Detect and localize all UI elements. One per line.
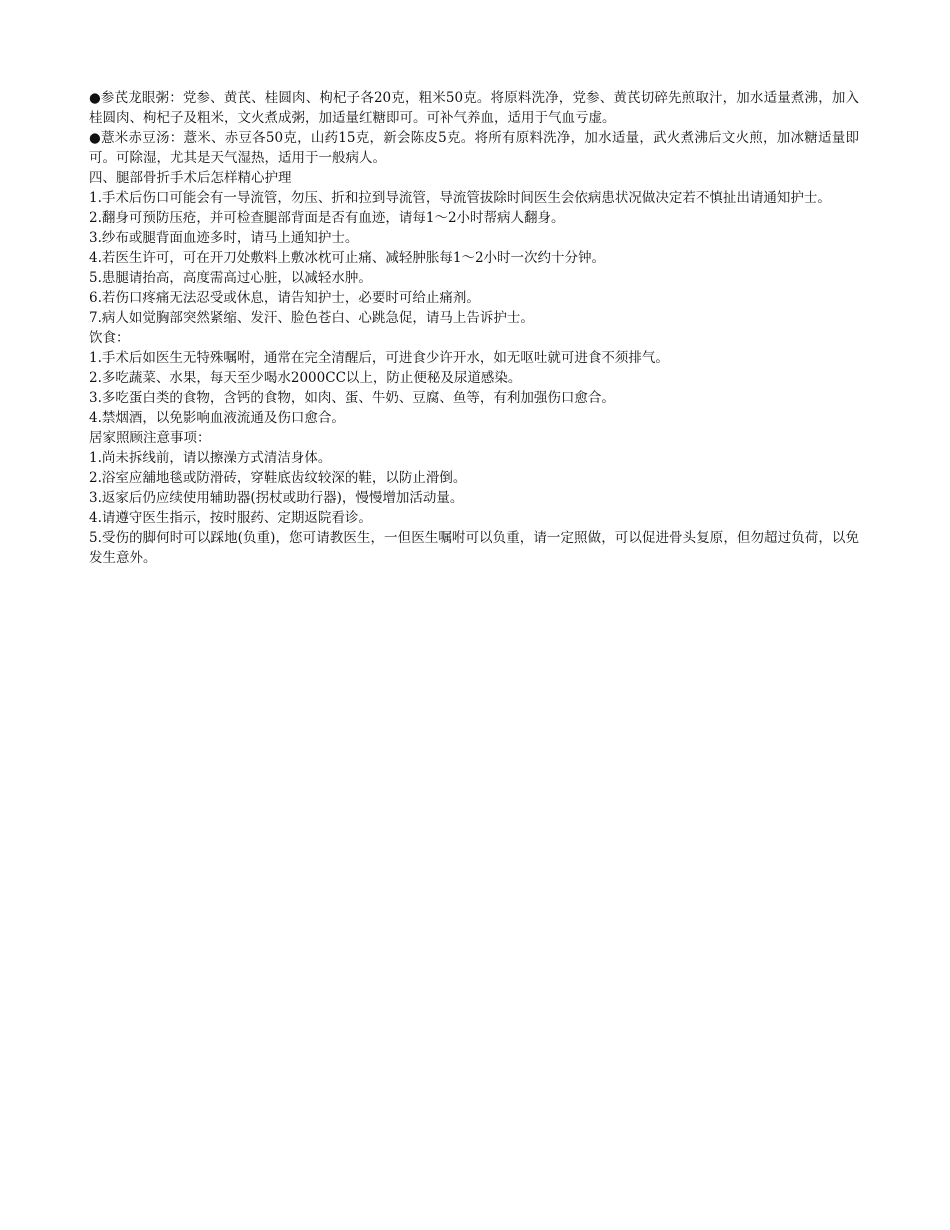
home-care-item-4: 4.请遵守医生指示，按时服药、定期返院看诊。 [89, 510, 372, 526]
care-item-1: 1.手术后伤口可能会有一导流管，勿压、折和拉到导流管，导流管拔除时间医生会依病患状况做决定若不慎扯出请通知护士。 [89, 190, 831, 206]
care-item-4: 4.若医生许可，可在开刀处敷料上敷冰枕可止痛、减轻肿胀每1～2小时一次约十分钟。 [89, 250, 606, 266]
care-item-7: 7.病人如觉胸部突然紧缩、发汗、脸色苍白、心跳急促，请马上告诉护士。 [89, 310, 534, 326]
home-care-item-1: 1.尚未拆线前，请以擦澡方式清洁身体。 [89, 450, 332, 466]
diet-item-4: 4.禁烟酒，以免影响血液流通及伤口愈合。 [89, 410, 345, 426]
section-heading-leg-fracture-care: 四、腿部骨折手术后怎样精心护理 [89, 170, 292, 186]
home-care-item-5: 5.受伤的脚何时可以踩地(负重)，您可请教医生，一但医生嘱咐可以负重，请一定照做，可以促进骨头复原，但勿超过负荷，以免发生意外。 [89, 530, 859, 566]
care-item-5: 5.患腿请抬高，高度需高过心脏，以减轻水肿。 [89, 270, 372, 286]
diet-item-3: 3.多吃蛋白类的食物，含钙的食物，如肉、蛋、牛奶、豆腐、鱼等，有利加强伤口愈合。 [89, 390, 615, 406]
home-care-item-2: 2.浴室应舖地毯或防滑砖，穿鞋底齿纹较深的鞋，以防止滑倒。 [89, 470, 467, 486]
diet-item-1: 1.手术后如医生无特殊嘱咐，通常在完全清醒后，可进食少许开水，如无呕吐就可进食不须排气。 [89, 350, 669, 366]
recipe-yimi-chidou-soup: ●薏米赤豆汤：薏米、赤豆各50克，山药15克，新会陈皮5克。将所有原料洗净，加水适量，武火煮沸后文火煎，加冰糖适量即可。可除湿，尤其是天气湿热，适用于一般病人。 [89, 130, 859, 166]
home-care-heading: 居家照顾注意事项： [89, 430, 211, 446]
care-item-6: 6.若伤口疼痛无法忍受或休息，请告知护士，必要时可给止痛剂。 [89, 290, 480, 306]
document-body [89, 88, 859, 568]
recipe-shenqi-longyan-porridge: ●参芪龙眼粥：党参、黄芪、桂圆肉、枸杞子各20克，粗米50克。将原料洗净，党参、黄芪切碎先煎取汁，加水适量煮沸，加入桂圆肉、枸杞子及粗米，文火煮成粥，加适量红糖即可。可补气养血，适用于气血亏虚。 [89, 90, 859, 126]
home-care-item-3: 3.返家后仍应续使用辅助器(拐杖或助行器)，慢慢增加活动量。 [89, 490, 464, 506]
diet-item-2: 2.多吃蔬菜、水果，每天至少喝水2000CC以上，防止便秘及尿道感染。 [89, 370, 522, 386]
care-item-2: 2.翻身可预防压疮，并可检查腿部背面是否有血迹，请每1～2小时帮病人翻身。 [89, 210, 565, 226]
diet-heading: 饮食： [89, 330, 130, 346]
care-item-3: 3.纱布或腿背面血迹多时，请马上通知护士。 [89, 230, 359, 246]
